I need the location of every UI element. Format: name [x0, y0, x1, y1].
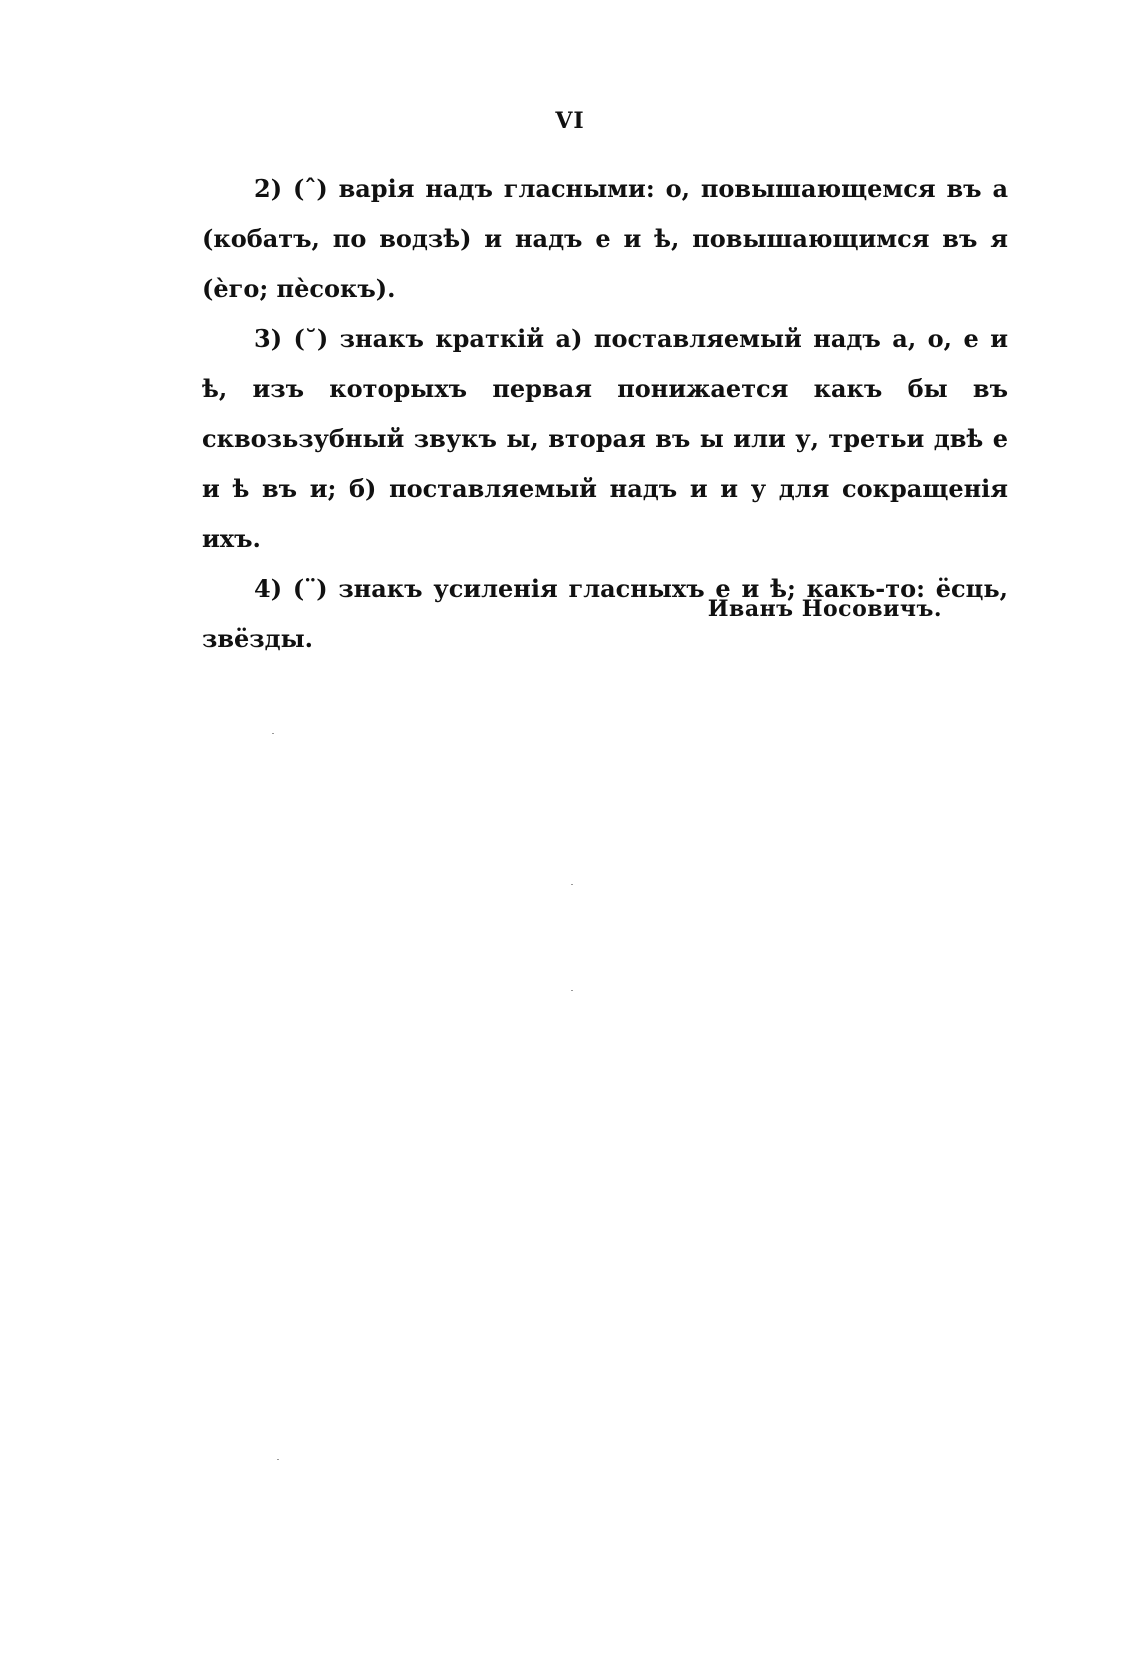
signature: Иванъ Нoсовичъ.	[707, 596, 942, 622]
scan-speck	[277, 1459, 279, 1460]
paragraph-2: 2) (ˆ) варія надъ гласными: о, повышающемся въ а (кобатъ, по водзѣ) и надъ е и ѣ, повышающимся въ я (ѐго; пѐсокъ).	[202, 174, 1008, 303]
paragraph-4: 4) (¨) знакъ усиленія гласныхъ е и ѣ; какъ-то: ёсць, звёзды.	[202, 574, 1008, 653]
scan-speck	[272, 733, 274, 734]
page-number: VI	[555, 108, 585, 134]
paragraph-3: 3) (˘) знакъ краткій а) поставляемый надъ а, о, е и ѣ, изъ которыхъ первая понижается какъ бы въ сквозьзубный звукъ ы, вторая въ ы или у, третьи двѣ е и ѣ въ и; б) поставляемый надъ и и у для сокращенія ихъ.	[202, 324, 1008, 553]
scan-speck	[571, 990, 573, 991]
scan-speck	[571, 884, 573, 885]
body-text	[202, 164, 1008, 664]
